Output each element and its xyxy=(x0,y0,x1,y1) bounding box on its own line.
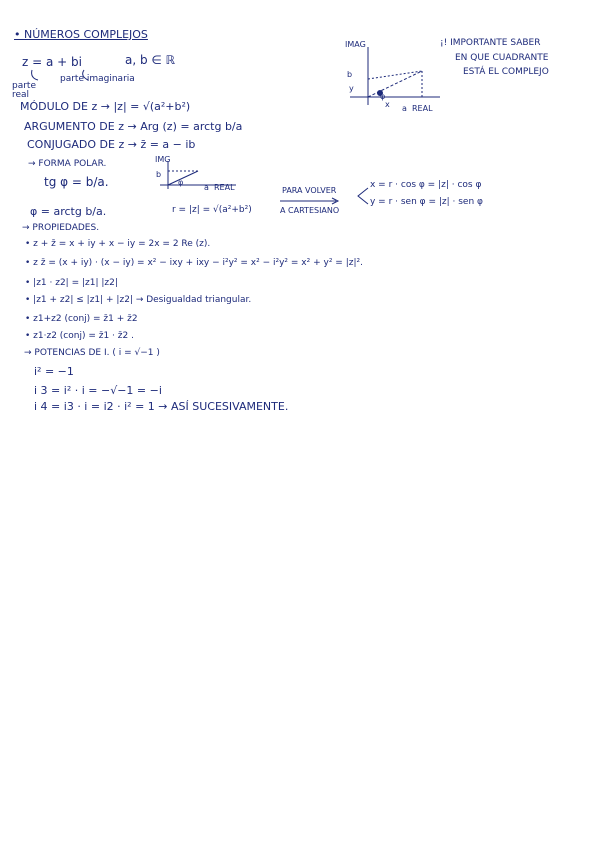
phi-equation: φ = arctg b/a. xyxy=(30,205,107,218)
a-label-1: a xyxy=(402,104,407,113)
phi-label-1: φ xyxy=(380,92,386,101)
para-volver-label: PARA VOLVER xyxy=(282,186,337,195)
conjugado-definition: CONJUGADO DE z → z̄ = a − ib xyxy=(27,138,196,151)
property-item: • |z1 + z2| ≤ |z1| + |z2| → Desigualdad triangular. xyxy=(25,295,252,305)
i-squared: i² = −1 xyxy=(34,365,74,378)
note-line-3: ESTÁ EL COMPLEJO xyxy=(463,67,549,77)
tangent-equation: tg φ = b/a. xyxy=(44,175,109,189)
branch-brace xyxy=(356,186,370,206)
forma-polar-heading: → FORMA POLAR. xyxy=(28,159,107,169)
b-label-2: b xyxy=(156,170,162,179)
page-title: • NÚMEROS COMPLEJOS xyxy=(14,28,148,41)
argumento-definition: ARGUMENTO DE z → Arg (z) = arctg b/a xyxy=(24,120,243,133)
property-item: • |z1 · z2| = |z1| |z2| xyxy=(25,278,118,288)
note-line-2: EN QUE CUADRANTE xyxy=(455,53,549,63)
a-label-2: a xyxy=(204,183,209,192)
property-item: • z + z̄ = x + iy + x − iy = 2x = 2 Re (z). xyxy=(25,239,211,249)
y-label-1: y xyxy=(349,84,354,93)
i-cubed: i 3 = i² · i = −√−1 = −i xyxy=(34,384,162,397)
note-line-1: ¡! IMPORTANTE SABER xyxy=(440,38,541,48)
ab-real-note: a, b ∈ ℝ xyxy=(125,53,176,67)
imag-axis-label-1: IMAG xyxy=(345,40,366,49)
property-item: • z1·z2 (conj) = z̄1 · z̄2 . xyxy=(25,331,134,341)
x-label-1: x xyxy=(385,100,390,109)
potencias-heading: → POTENCIAS DE I. ( i = √−1 ) xyxy=(24,348,160,358)
b-label-1: b xyxy=(347,70,353,79)
parte-real-label: parte real xyxy=(12,81,36,100)
propiedades-heading: → PROPIEDADES. xyxy=(22,223,100,233)
i-fourth: i 4 = i3 · i = i2 · i² = 1 → ASÍ SUCESIVAMENTE. xyxy=(34,400,289,413)
r-equation: r = |z| = √(a²+b²) xyxy=(172,205,252,215)
property-item: • z z̄ = (x + iy) · (x − iy) = x² − ixy + ixy − i²y² = x² − i²y² = x² + y² = |z|². xyxy=(25,258,363,268)
y-cartesian-equation: y = r · sen φ = |z| · sen φ xyxy=(370,197,483,207)
a-cartesiano-label: A CARTESIANO xyxy=(280,206,340,215)
binomial-form: z = a + bi xyxy=(22,55,82,69)
real-axis-label-1: REAL xyxy=(412,104,433,113)
x-cartesian-equation: x = r · cos φ = |z| · cos φ xyxy=(370,180,482,190)
real-axis-label-2: REAL xyxy=(214,183,235,192)
modulo-definition: MÓDULO DE z → |z| = √(a²+b²) xyxy=(20,100,191,113)
property-item: • z1+z2 (conj) = z̄1 + z̄2 xyxy=(25,314,138,324)
parte-imaginaria-label: parte imaginaria xyxy=(60,74,135,84)
imag-axis-label-2: IMG xyxy=(155,155,171,164)
phi-label-2: φ xyxy=(178,178,184,187)
arrow-to-cartesian xyxy=(280,197,340,205)
